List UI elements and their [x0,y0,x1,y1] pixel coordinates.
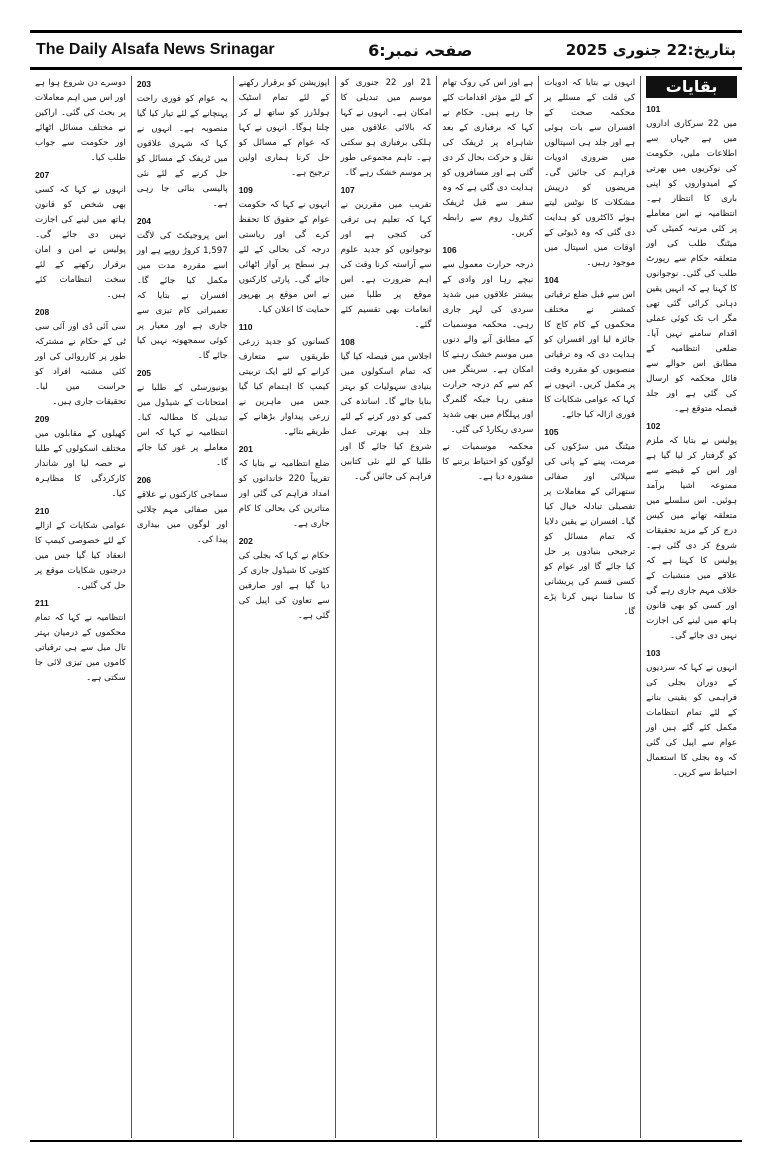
story-text: دوسرے دن شروع ہوا ہے اور اس میں اہم معاملات پر بحث کی گئی۔ اراکین نے مختلف مسائل اٹھائے اور حکومت سے جواب طلب کیا۔ [34,78,126,163]
story-text: 21 اور 22 جنوری کو موسم میں تبدیلی کا امکان ہے۔ انہوں نے کہا کہ بالائی علاقوں میں ہلکی برفباری ہو سکتی ہے۔ تاہم مجموعی طور پر موسم خشک رہے گا۔ [340,78,432,178]
story-text: حکام نے کہا کہ بجلی کی کٹوتی کا شیڈول جاری کر دیا گیا ہے اور صارفین سے تعاون کی اپیل کی گئی ہے۔ [238,551,330,621]
news-column [436,76,538,1138]
story-number: 201 [238,444,253,454]
story-number: 210 [34,506,50,516]
news-column [640,76,742,1138]
story-number: 204 [136,216,152,226]
story-number: 109 [238,185,253,195]
story-text: درجہ حرارت معمول سے نیچے رہا اور وادی کے بیشتر علاقوں میں شدید سردی کی لہر جاری رہی۔ محکمہ موسمیات کے مطابق آنے والے دنوں میں موسم خشک رہنے کا امکان ہے۔ سرینگر میں کم سے کم درجہ حرارت منفی رہا جبکہ گلمرگ اور پہلگام میں بھی شدید سردی ریکارڈ کی گئی۔ [442,260,534,435]
news-column [538,76,640,1138]
story-text: انتظامیہ نے کہا کہ تمام محکموں کے درمیان بہتر تال میل سے ہی ترقیاتی کاموں میں تیزی لائی جا سکتی ہے۔ [34,613,126,683]
story-text: سی آئی ڈی اور آئی سی ٹی کے حکام نے مشترکہ طور پر کارروائی کی اور کئی مشتبہ افراد کو حراست میں لیا۔ تحقیقات جاری ہیں۔ [34,322,126,407]
story-number: 110 [238,322,253,332]
story-text: ضلع انتظامیہ نے بتایا کہ تقریباً 220 خاندانوں کو امداد فراہم کی گئی اور متاثرین کی بحالی کا کام جاری ہے۔ [238,459,330,529]
story-text: عوامی شکایات کے ازالے کے لئے خصوصی کیمپ کا انعقاد کیا گیا جس میں درجنوں شکایات موقع پر حل کی گئیں۔ [34,521,126,591]
story-number: 102 [646,421,661,431]
footer-rule [30,1140,742,1142]
story-text: تقریب میں مقررین نے کہا کہ تعلیم ہی ترقی کی کنجی ہے اور نوجوانوں کو جدید علوم سے آراستہ کرنا وقت کی اہم ضرورت ہے۔ اس موقع پر طلبا میں انعامات بھی تقسیم کئے گئے۔ [340,200,432,330]
story-text: یونیورسٹی کے طلبا نے امتحانات کے شیڈول میں تبدیلی کا مطالبہ کیا۔ انتظامیہ نے کہا کہ اس معاملے پر غور کیا جائے گا۔ [136,383,228,468]
story-text: میٹنگ میں سڑکوں کی مرمت، پینے کے پانی کی سپلائی اور صفائی ستھرائی کے معاملات پر تفصیلی تبادلہ خیال کیا گیا۔ افسران نے یقین دلایا کہ تمام مسائل کو ترجیحی بنیادوں پر حل کیا جائے گا اور عوام کو کسی قسم کی پریشانی کا سامنا نہیں کرنا پڑے گا۔ [544,442,636,617]
story-number: 104 [544,275,559,285]
story-text: یہ عوام کو فوری راحت پہنچانے کے لئے تیار کیا گیا منصوبہ ہے۔ انہوں نے کہا کہ شہری علاقوں میں ٹریفک کے مسائل کو حل کرنے کے لئے نئی پالیسی بنائی جا رہی ہے۔ [136,94,228,209]
story-number: 211 [34,598,49,608]
news-column [335,76,437,1138]
news-column [233,76,335,1138]
story-text: انہوں نے کہا کہ سردیوں کے دوران بجلی کی فراہمی کو یقینی بنانے کے لئے تمام انتظامات مکمل کئے گئے ہیں اور عوام سے اپیل کی گئی کہ وہ بجلی کا استعمال احتیاط سے کریں۔ [646,663,737,778]
story-text: کسانوں کو جدید زرعی طریقوں سے متعارف کرانے کے لئے ایک تربیتی کیمپ کا اہتمام کیا گیا جس میں ماہرین نے زرعی پیداوار بڑھانے کے طریقے بتائے۔ [238,337,330,437]
story-text: کھیلوں کے مقابلوں میں مختلف اسکولوں کے طلبا نے حصہ لیا اور شاندار کارکردگی کا مظاہرہ کیا۔ [34,429,126,499]
news-column [30,76,131,1138]
story-number: 207 [34,170,50,180]
story-text: اس پروجیکٹ کی لاگت 1,597 کروڑ روپے ہے اور اسے مقررہ مدت میں مکمل کیا جائے گا۔ افسران نے بتایا کہ تعمیراتی کام تیزی سے جاری ہے اور معیار پر کوئی سمجھوتہ نہیں کیا جائے گا۔ [136,231,228,361]
story-number: 205 [136,368,152,378]
story-number: 203 [136,79,152,89]
story-number: 206 [136,475,152,485]
story-number: 103 [646,648,661,658]
story-number: 108 [340,337,355,347]
story-number: 101 [646,104,661,114]
story-text: پولیس نے بتایا کہ ملزم کو گرفتار کر لیا گیا ہے اور اس کے قبضے سے ممنوعہ اشیا برآمد ہوئیں۔ اس سلسلے میں متعلقہ تھانے میں کیس درج کر کے مزید تحقیقات شروع کر دی گئی ہے۔ پولیس کا کہنا ہے کہ علاقے میں منشیات کے خلاف مہم جاری رہے گی اور کسی کو بھی قانون ہاتھ میں لینے کی اجازت نہیں دی جائے گی۔ [646,436,737,641]
story-number: 105 [544,427,559,437]
story-text: محکمہ موسمیات نے لوگوں کو احتیاط برتنے کا مشورہ دیا ہے۔ [442,442,534,482]
baqiyat-banner: بقایات [646,76,737,98]
story-text: اپوزیشن کو برقرار رکھنے کے لئے تمام اسٹیک ہولڈرز کو ساتھ لے کر چلنا ہوگا۔ انہوں نے کہا کہ عوام کے مسائل کو حل کرنا ہماری اولین ترجیح ہے۔ [238,78,330,178]
story-text: ہے اور اس کی روک تھام کے لئے مؤثر اقدامات کئے جا رہے ہیں۔ حکام نے کہا کہ برفباری کے بعد شاہراہ پر ٹریفک کی نقل و حرکت بحال کر دی گئی ہے اور مسافروں کو ہدایت دی گئی ہے کہ وہ سفر سے قبل ٹریفک کنٹرول روم سے رابطہ کریں۔ [442,78,534,238]
story-text: انہوں نے کہا کہ حکومت عوام کے حقوق کا تحفظ کرے گی اور ریاستی درجہ کی بحالی کے لئے ہر سطح پر آواز اٹھائی جائے گی۔ پارٹی کارکنوں نے اس موقع پر بھرپور حمایت کا اعلان کیا۔ [238,200,330,315]
page-header [30,30,742,70]
story-number: 106 [442,245,457,255]
story-number: 209 [34,414,50,424]
story-text: انہوں نے بتایا کہ ادویات کی قلت کے مسئلے پر محکمہ صحت کے افسران سے بات ہوئی ہے اور جلد ہی اسپتالوں میں ضروری ادویات فراہم کی جائیں گی۔ مریضوں کو درپیش مشکلات کا نوٹس لیتے ہوئے ڈاکٹروں کو ہدایت دی گئی کہ وہ ڈیوٹی کے اوقات میں اسپتال میں موجود رہیں۔ [544,78,636,268]
story-text: اس سے قبل ضلع ترقیاتی کمشنر نے مختلف محکموں کے کام کاج کا جائزہ لیا اور افسران کو ہدایت دی کہ وہ ترقیاتی منصوبوں کو مقررہ وقت پر مکمل کریں۔ انہوں نے کہا کہ عوامی شکایات کا فوری ازالہ کیا جائے۔ [544,290,636,420]
masthead-title: The Daily Alsafa News Srinagar [36,41,275,58]
story-text: انہوں نے کہا کہ کسی بھی شخص کو قانون ہاتھ میں لینے کی اجازت نہیں دی جائے گی۔ پولیس نے امن و امان برقرار رکھنے کے لئے سخت انتظامات کئے ہیں۔ [34,185,126,300]
story-text: سماجی کارکنوں نے علاقے میں صفائی مہم چلائی اور لوگوں میں بیداری پیدا کی۔ [136,490,228,545]
page-number-label: صفحہ نمبر:6 [368,40,473,60]
story-text: اجلاس میں فیصلہ کیا گیا کہ تمام اسکولوں میں بنیادی سہولیات کو بہتر بنایا جائے گا۔ اساتذہ کی کمی کو دور کرنے کے لئے جلد ہی بھرتی عمل شروع کیا جائے گا اور طلبا کے لئے نئی کتابیں فراہم کی جائیں گی۔ [340,352,432,482]
news-columns [30,76,742,1138]
story-number: 107 [340,185,355,195]
date-label: بتاریخ:22 جنوری 2025 [565,41,736,59]
story-number: 208 [34,307,50,317]
news-column [131,76,233,1138]
story-text: میں 22 سرکاری اداروں میں ہے جہاں سے اطلاعات ملیں، حکومت کی نوکریوں میں بھرتی کے امیدواروں کو اپنی باری کا انتظار ہے۔ انتظامیہ نے اس معاملے پر کئی مرتبہ کمیٹی کی میٹنگ طلب کی اور متعلقہ حکام سے رپورٹ طلب کی گئی۔ نوجوانوں کا کہنا ہے کہ انہیں یقین دہانی کرائی گئی تھی مگر اب تک کوئی عملی اقدام سامنے نہیں آیا۔ ضلعی انتظامیہ کے مطابق اس حوالے سے فائل محکمہ کو ارسال کی گئی ہے اور جلد فیصلہ متوقع ہے۔ [646,119,737,414]
story-number: 202 [238,536,253,546]
